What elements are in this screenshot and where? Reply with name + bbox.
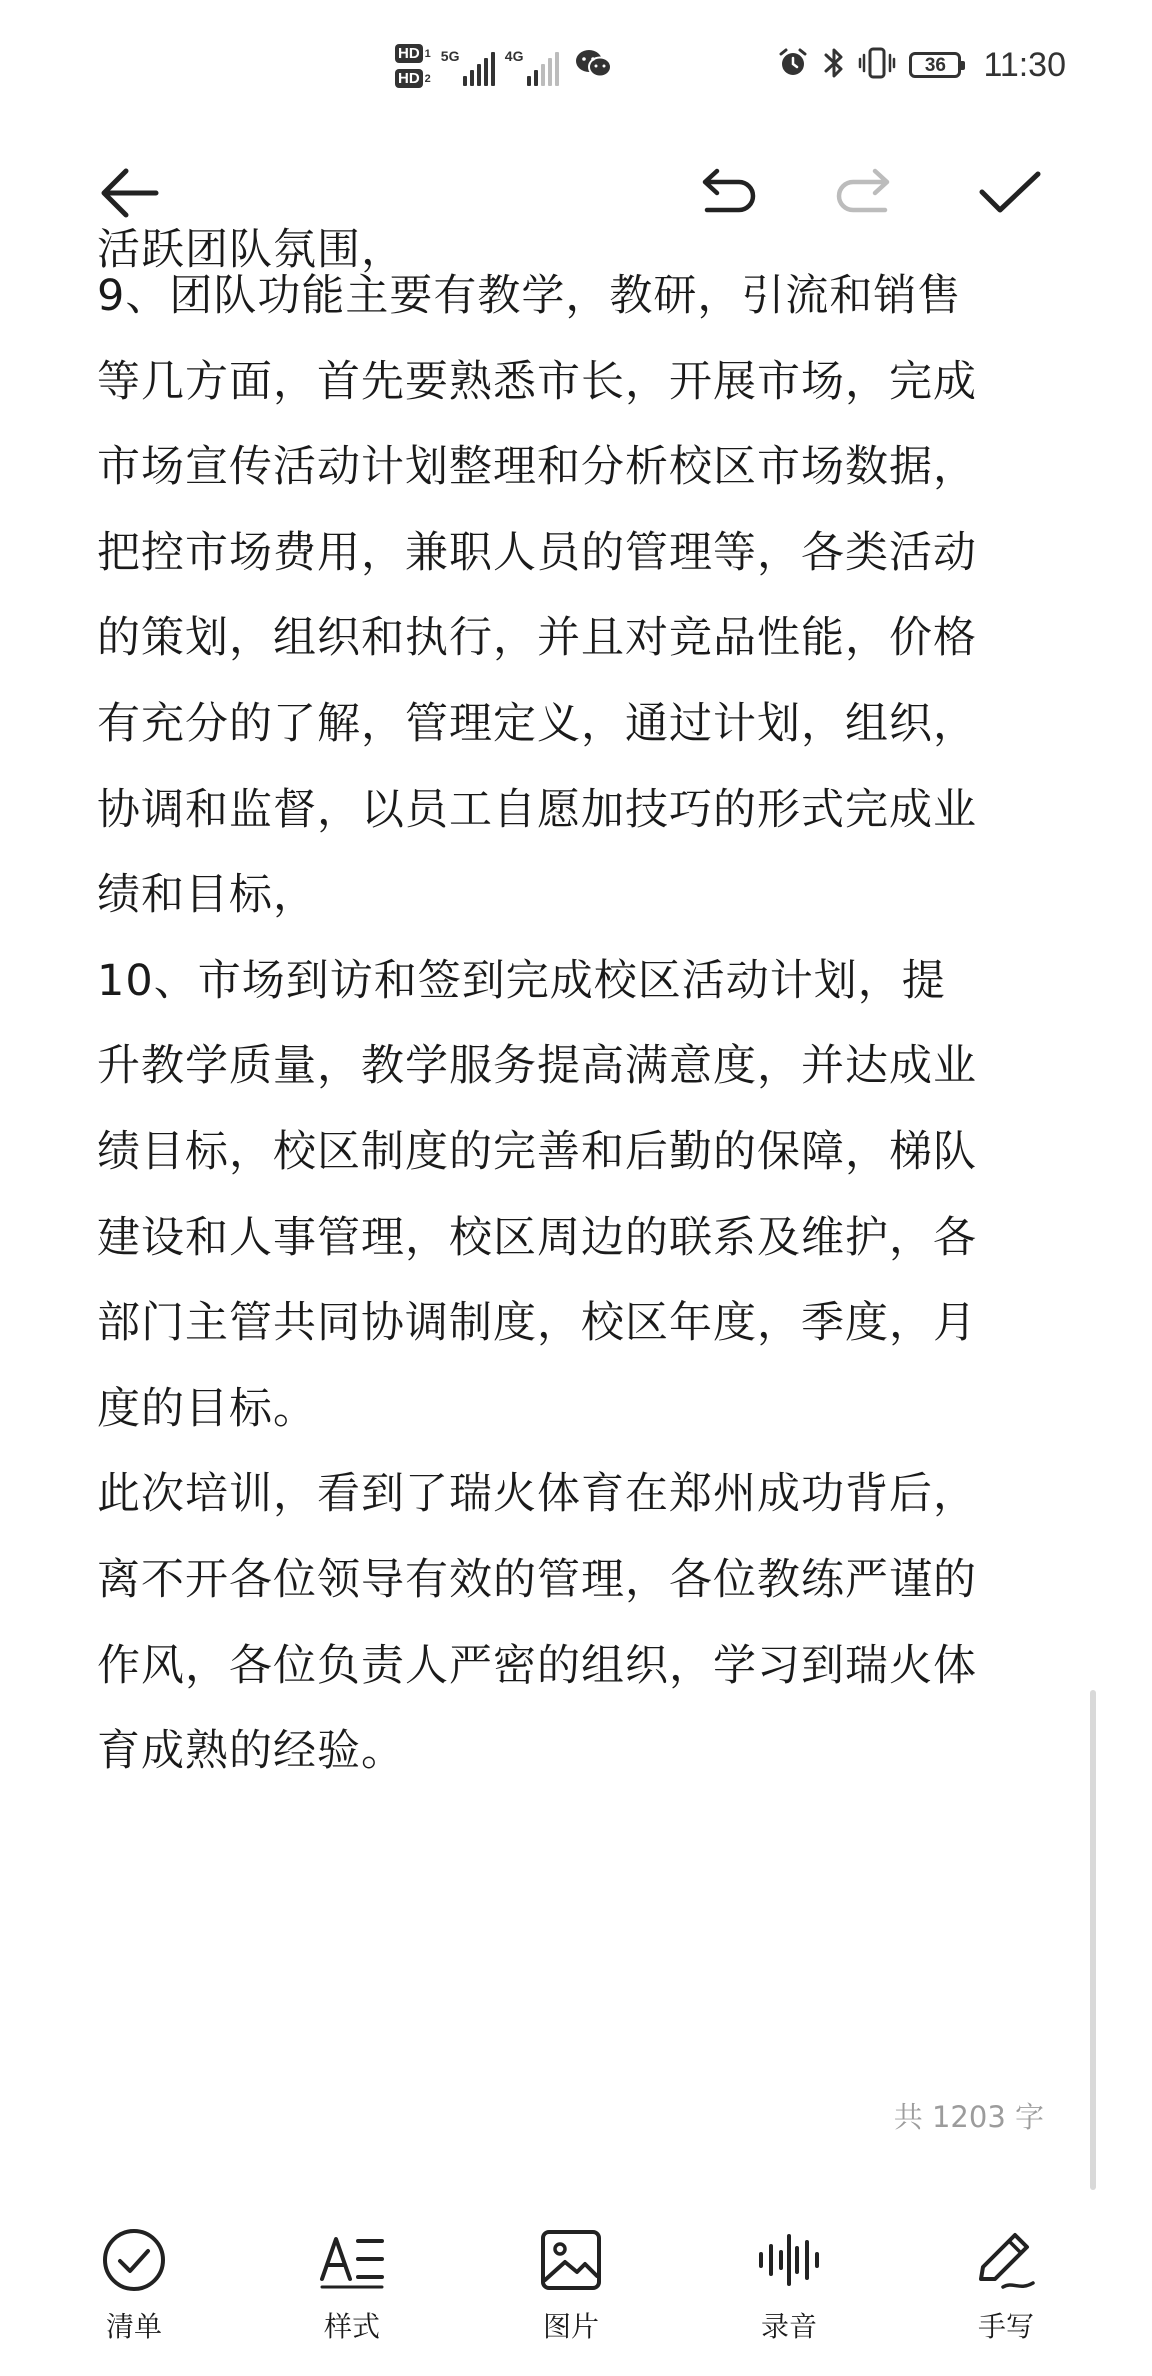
status-left [395,36,613,96]
text-line: 把控市场费用，兼职人员的管理等，各类活动 [97,527,977,578]
text-line: 升教学质量，教学服务提高满意度，并达成业 [97,1041,977,1092]
text-style-icon [318,2229,386,2291]
audio-button[interactable] [719,2205,859,2345]
clock: 11:30 [983,45,1066,84]
text-line: 度的目标。 [97,1383,317,1434]
pen-icon [973,2227,1039,2293]
alarm-icon [777,47,809,83]
sim2-signal [505,46,559,86]
handwriting-button[interactable] [936,2205,1076,2345]
word-count: 共 1203 字 [893,2100,1044,2134]
checklist-icon [101,2227,167,2293]
text-line: 市场宣传活动计划整理和分析校区市场数据， [97,442,977,493]
text-line: 此次培训，看到了瑞火体育在郑州成功背后， [97,1469,977,1520]
hd-num-sim2: 2 [424,72,431,85]
text-line: 建设和人事管理，校区周边的联系及维护，各 [97,1212,977,1263]
bluetooth-icon [823,46,845,84]
partial-line: 活跃团队氛围， [97,225,405,275]
hd-indicators [395,44,431,88]
image-icon [539,2228,603,2292]
hd-num-sim1: 1 [424,47,431,60]
text-line: 有充分的了解，管理定义，通过计划，组织， [97,698,977,749]
text-style-button[interactable] [282,2205,422,2345]
text-line: 作风，各位负责人严密的组织，学习到瑞火体 [97,1640,977,1691]
checklist-button[interactable] [64,2205,204,2345]
text-line: 绩和目标， [97,870,317,921]
scrollbar[interactable] [1090,1690,1096,2190]
handwriting-label: 手写 [977,2310,1034,2343]
battery-icon [909,52,961,78]
vibrate-icon [859,46,895,84]
audio-label: 录音 [760,2310,817,2343]
sim1-network-type: 5G [440,48,460,64]
text-line: 10、市场到访和签到完成校区活动计划，提 [97,955,946,1006]
sim1-signal [441,46,495,86]
battery-level: 36 [924,54,946,76]
text-line: 离不开各位领导有效的管理，各位教练严谨的 [97,1554,977,1605]
bottom-toolbar [0,2205,1152,2376]
text-line: 等几方面，首先要熟悉市长，开展市场，完成 [97,356,977,407]
text-line: 9、团队功能主要有教学，教研，引流和销售 [97,271,962,321]
status-bar [0,0,1152,130]
signal-bars-icon [463,52,495,86]
text-style-label: 样式 [323,2310,380,2343]
sim2-network-type: 4G [504,48,524,64]
signal-bars-icon [527,52,559,86]
audio-wave-icon [755,2232,823,2288]
status-right [777,40,1066,90]
text-line: 育成熟的经验。 [97,1726,405,1777]
image-label: 图片 [542,2310,599,2343]
note-body[interactable] [97,225,1057,1848]
text-line: 部门主管共同协调制度，校区年度，季度，月 [97,1298,977,1349]
text-line: 协调和监督，以员工自愿加技巧的形式完成业 [97,784,977,835]
hd-badge-sim1: HD [395,44,423,63]
text-line: 的策划，组织和执行，并且对竞品性能，价格 [97,613,977,664]
image-button[interactable] [501,2205,641,2345]
checklist-label: 清单 [105,2310,162,2343]
text-line: 绩目标，校区制度的完善和后勤的保障，梯队 [97,1126,977,1177]
hd-badge-sim2: HD [395,69,423,88]
wechat-icon [575,48,613,84]
